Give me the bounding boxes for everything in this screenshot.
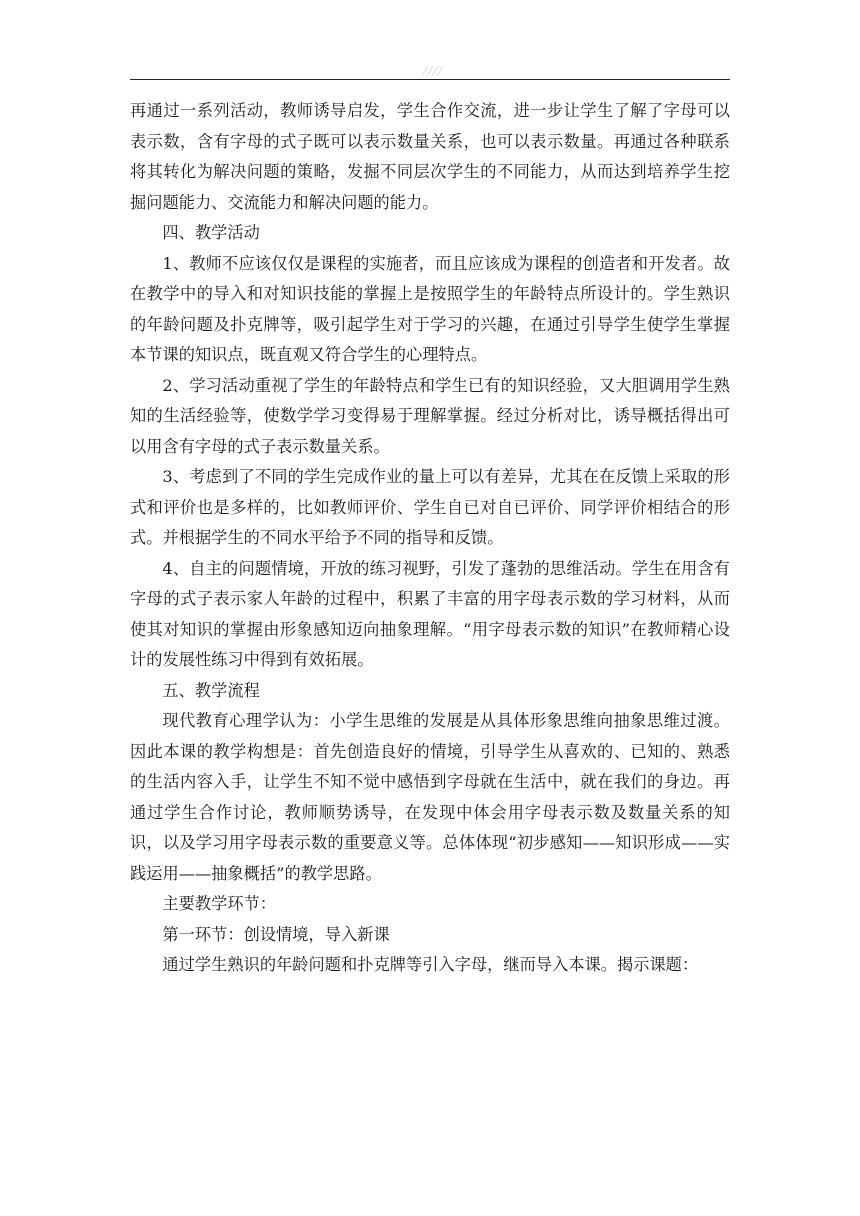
paragraph-intro-continuation: 再通过一系列活动，教师诱导启发，学生合作交流，进一步让学生了解了字母可以表示数，含有字母的式子既可以表示数量关系，也可以表示数量。再通过各种联系将其转化为解决问题的策略，发掘不同层次学生的不同能力，从而达到培养学生挖掘问题能力、交流能力和解决问题的能力。	[130, 101, 730, 212]
paragraph-step-1: 通过学生熟识的年龄问题和扑克牌等引入字母，继而导入本课。揭示课题：	[162, 955, 699, 974]
watermark-logo-icon	[418, 60, 446, 82]
section-heading-teaching-activities: 四、教学活动	[162, 223, 260, 242]
section-heading-teaching-process: 五、教学流程	[162, 680, 260, 700]
paragraph-activity-3: 3、考虑到了不同的学生完成作业的量上可以有差异，尤其在在反馈上采取的形式和评价也是多样的，比如教师评价、学生自已对自已评价、同学评价相结合的形式。并根据学生的不同水平给予不同的指导和反馈。	[130, 467, 730, 547]
document-body	[130, 96, 730, 981]
paragraph-process-description: 现代教育心理学认为：小学生思维的发展是从具体形象思维向抽象思维过渡。因此本课的教学构想是：首先创造良好的情境，引导学生从喜欢的、已知的、熟悉的生活内容入手，让学生不知不觉中感悟到字母就在生活中，就在我们的身边。再通过学生合作讨论，教师顺势诱导，在发现中体会用字母表示数及数量关系的知识，以及学习用字母表示数的重要意义等。总体体现“初步感知——知识形成——实践运用——抽象概括”的教学思路。	[130, 711, 730, 883]
paragraph-activity-4: 4、自主的问题情境，开放的练习视野，引发了蓬勃的思维活动。学生在用含有字母的式子表示家人年龄的过程中，积累了丰富的用字母表示数的学习材料，从而使其对知识的掌握由形象感知迈向抽象理解。“用字母表示数的知识”在教师精心设计的发展性练习中得到有效拓展。	[130, 558, 730, 669]
paragraph-activity-2: 2、学习活动重视了学生的年龄特点和学生已有的知识经验，又大胆调用学生熟知的生活经验等，使数学学习变得易于理解掌握。经过分析对比，诱导概括得出可以用含有字母的式子表示数量关系。	[130, 375, 730, 456]
subheading-main-steps: 主要教学环节：	[162, 894, 277, 913]
paragraph-activity-1: 1、教师不应该仅仅是课程的实施者，而且应该成为课程的创造者和开发者。故在教学中的导入和对知识技能的掌握上是按照学生的年龄特点所设计的。学生熟识的年龄问题及扑克牌等，吸引起学生对于学习的兴趣，在通过引导学生使学生掌握本节课的知识点，既直观又符合学生的心理特点。	[130, 253, 730, 364]
subheading-step-1: 第一环节：创设情境，导入新课	[162, 924, 390, 944]
